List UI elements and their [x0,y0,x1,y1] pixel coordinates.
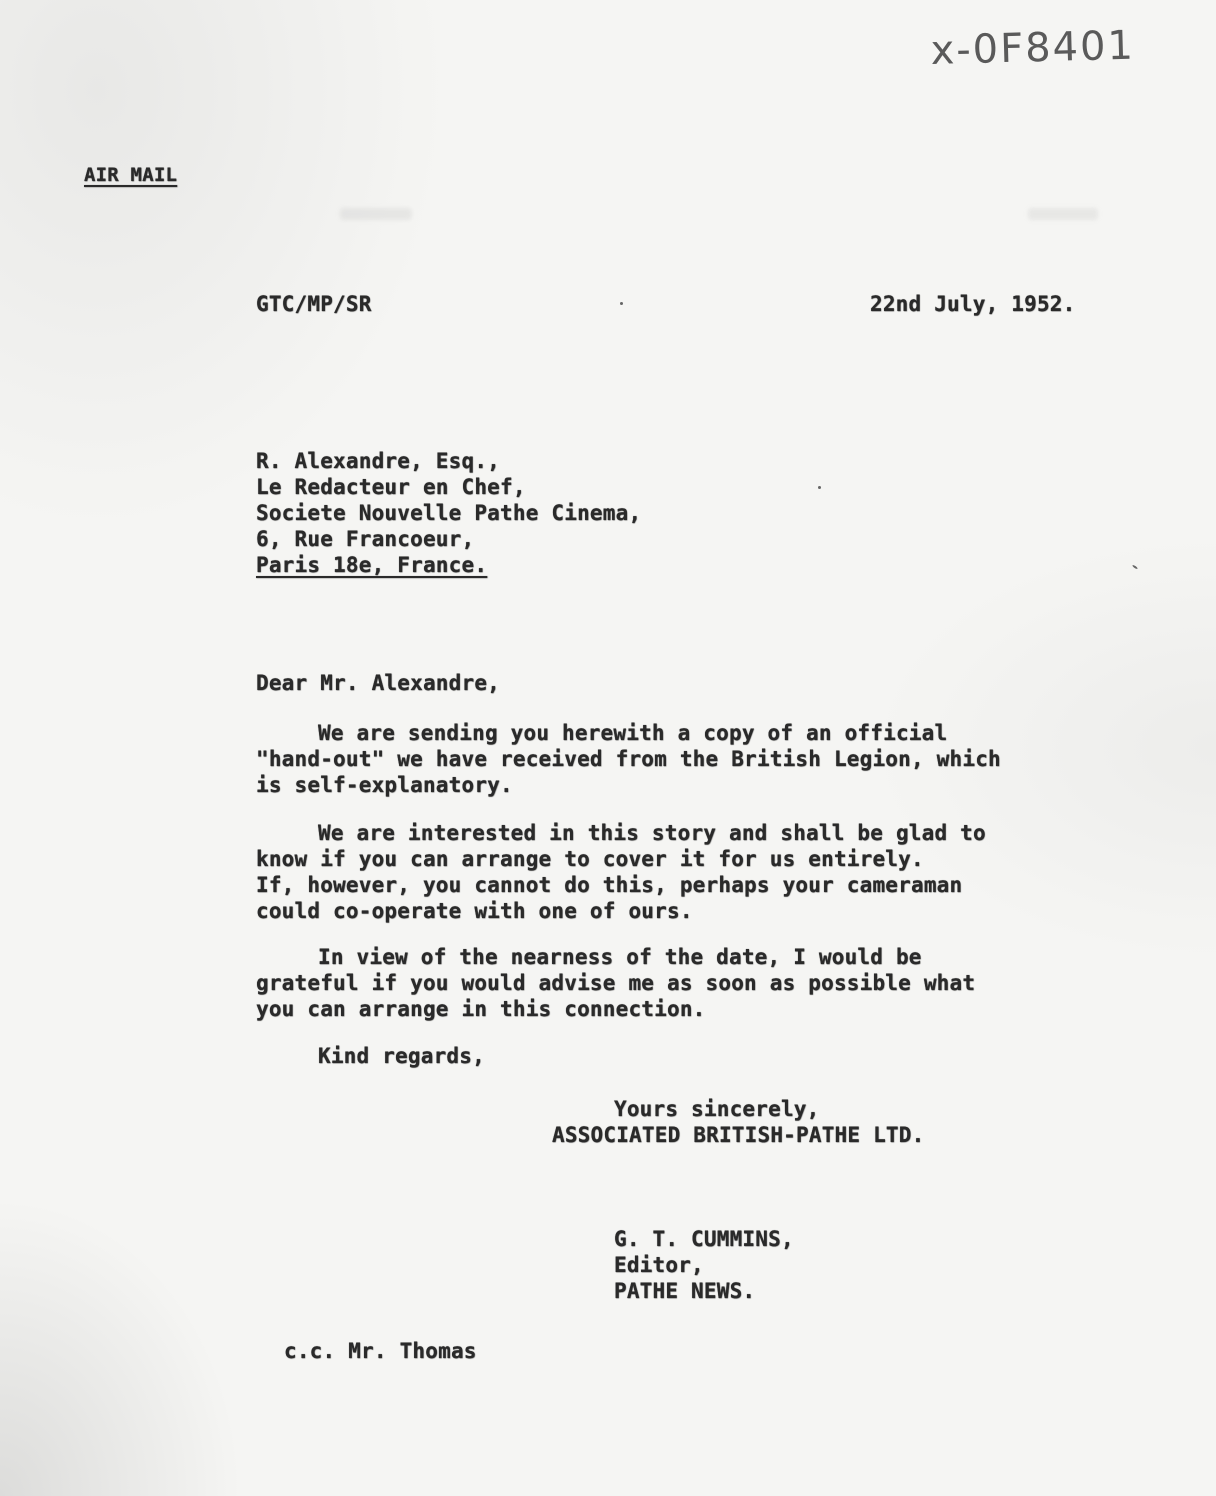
carbon-copy-line: c.c. Mr. Thomas [284,1339,477,1363]
signatory-department: PATHE NEWS. [614,1279,756,1303]
recipient-address [256,448,641,578]
body-paragraph-2 [256,820,986,924]
paragraph-1-line: "hand-out" we have received from the British Legion, which [256,747,1001,771]
recipient-role: Le Redacteur en Chef, [256,475,526,499]
signatory-title: Editor, [614,1253,704,1277]
paragraph-2-line: If, however, you cannot do this, perhaps your cameraman [256,873,963,897]
paragraph-2-line: We are interested in this story and shall be glad to [318,821,986,845]
letter-date: 22nd July, 1952. [870,292,1076,316]
reference-code: GTC/MP/SR [256,292,372,316]
show-through-mark-right [1028,208,1098,220]
paragraph-2-line: could co-operate with one of ours. [256,899,693,923]
salutation: Dear Mr. Alexandre, [256,671,501,695]
body-paragraph-1 [256,720,1001,798]
paragraph-3-line: grateful if you would advise me as soon as possible what [256,971,976,995]
paper-speck [818,486,821,489]
paragraph-2-line: know if you can arrange to cover it for us entirely. [256,847,924,871]
recipient-city: Paris 18e, France. [256,553,488,577]
air-mail-label: AIR MAIL [84,164,178,186]
archive-reference-number: x-0F8401 [930,22,1136,74]
paper-speck [620,302,623,305]
company-name: ASSOCIATED BRITISH-PATHE LTD. [552,1123,925,1147]
show-through-mark-left [340,208,412,220]
signature-block [614,1226,794,1304]
paragraph-1-line: We are sending you herewith a copy of an official [318,721,948,745]
signatory-name: G. T. CUMMINS, [614,1227,794,1251]
paper-speck [1132,564,1138,569]
recipient-street: 6, Rue Francoeur, [256,527,475,551]
body-paragraph-3 [256,944,975,1022]
valediction: Yours sincerely, [614,1097,820,1121]
paragraph-3-line: In view of the nearness of the date, I would be [318,945,922,969]
recipient-company: Societe Nouvelle Pathe Cinema, [256,501,642,525]
recipient-name: R. Alexandre, Esq., [256,449,501,473]
paragraph-3-line: you can arrange in this connection. [256,997,706,1021]
paragraph-1-line: is self-explanatory. [256,773,513,797]
closing-regards: Kind regards, [318,1044,485,1068]
